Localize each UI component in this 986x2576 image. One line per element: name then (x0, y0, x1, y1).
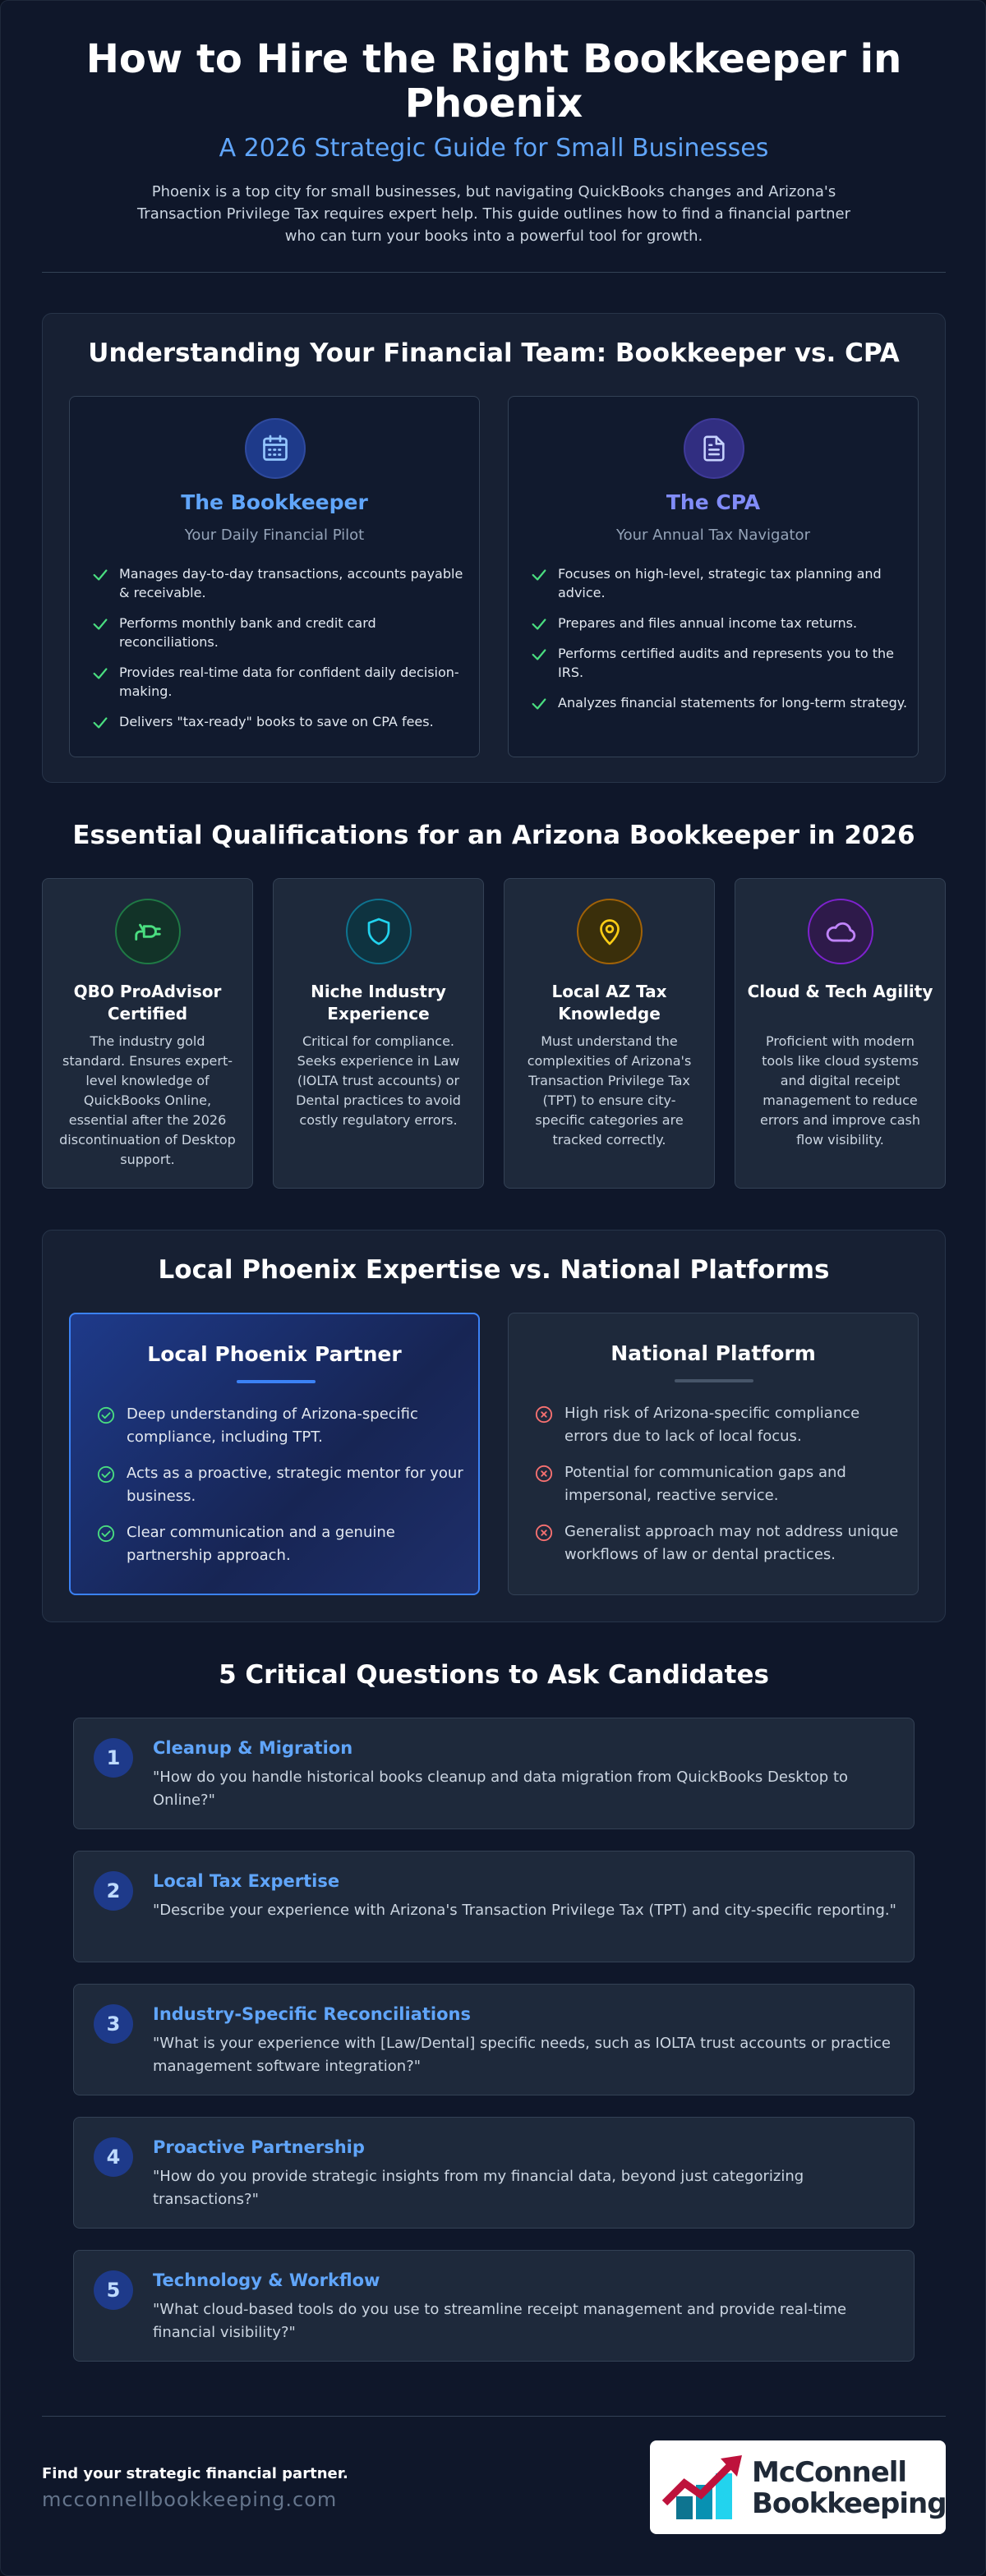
question-text: "Describe your experience with Arizona's Transaction Privilege Tax (TPT) and city-specific reporting." (153, 1902, 896, 1919)
check-icon (530, 695, 548, 713)
x-circle-icon (535, 1465, 553, 1483)
qualification-title: Niche Industry Experience (311, 982, 446, 1024)
check-icon (91, 615, 109, 633)
check-icon (91, 714, 109, 732)
list-item: Generalist approach may not address unique workflows of law or dental practices. (535, 1520, 905, 1566)
cloud-icon (808, 899, 873, 964)
check-circle-icon (97, 1525, 115, 1543)
bookkeeper-card (69, 396, 480, 757)
company-logo (650, 2440, 946, 2534)
shield-icon (346, 899, 412, 964)
footer-cta: Find your strategic financial partner. (42, 2465, 348, 2482)
divider (42, 272, 946, 273)
question-number: 4 (94, 2137, 133, 2177)
comparison-section (42, 1230, 946, 1622)
qualification-desc: Must understand the complexities of Arizona's Transaction Privilege Tax (TPT) to ensure city-specific categories are tracked correctly. (527, 1033, 692, 1148)
list-item: Acts as a proactive, strategic mentor for your business. (97, 1462, 467, 1508)
qualification-title: Local AZ Tax Knowledge (551, 982, 667, 1024)
role-tagline: Your Daily Financial Pilot (184, 527, 365, 544)
check-circle-icon (97, 1406, 115, 1424)
logo-mark-icon (661, 2454, 747, 2523)
calendar-icon (245, 418, 306, 479)
check-icon (91, 566, 109, 584)
question-title: Local Tax Expertise (153, 1871, 340, 1891)
qualification-card (42, 878, 253, 1189)
map-pin-icon (577, 899, 643, 964)
question-title: Proactive Partnership (153, 2137, 365, 2157)
accent-bar (675, 1379, 753, 1382)
qualification-desc: The industry gold standard. Ensures expert-level knowledge of QuickBooks Online, essential after the 2026 discontinuation of Desktop support. (59, 1033, 236, 1167)
section-title: 5 Critical Questions to Ask Candidates (219, 1660, 769, 1690)
question-title: Technology & Workflow (153, 2270, 380, 2290)
list-item: Delivers "tax-ready" books to save on CPA fees. (91, 712, 469, 731)
header (1, 37, 986, 247)
x-circle-icon (535, 1524, 553, 1542)
cpa-card (508, 396, 919, 757)
local-benefits-list (97, 1403, 467, 1580)
question-card (73, 1984, 915, 2095)
question-text: "How do you handle historical books cleanup and data migration from QuickBooks Desktop to Online?" (153, 1769, 849, 1809)
list-item: Deep understanding of Arizona-specific compliance, including TPT. (97, 1403, 467, 1449)
cpa-duties-list (530, 564, 908, 724)
intro-paragraph: Phoenix is a top city for small businesses, but navigating QuickBooks changes and Arizona's Transaction Privilege Tax requires expert help. This guide outlines how to find a financial partner who can turn your books into a powerful tool for growth. (136, 183, 851, 245)
qualification-desc: Critical for compliance. Seeks experience in Law (IOLTA trust accounts) or Dental practices to avoid costly regulatory errors. (296, 1033, 461, 1128)
question-card (73, 1718, 915, 1829)
qualification-title: Cloud & Tech Agility (747, 982, 933, 1001)
plug-icon (115, 899, 181, 964)
role-name: The CPA (666, 490, 761, 514)
question-number: 5 (94, 2270, 133, 2310)
page-title: How to Hire the Right Bookkeeper in Phoenix (85, 36, 902, 126)
check-icon (530, 646, 548, 664)
question-text: "What cloud-based tools do you use to streamline receipt management and provide real-time financial visibility?" (153, 2301, 847, 2341)
check-circle-icon (97, 1465, 115, 1484)
check-icon (530, 566, 548, 584)
qualification-title: QBO ProAdvisor Certified (73, 982, 222, 1024)
list-item: Provides real-time data for confident daily decision-making. (91, 663, 469, 701)
question-card (73, 2250, 915, 2362)
document-icon (684, 418, 744, 479)
national-risks-list (535, 1402, 905, 1580)
list-item: Analyzes financial statements for long-term strategy. (530, 693, 908, 712)
qualification-card (735, 878, 946, 1189)
qualification-card (273, 878, 484, 1189)
question-text: "What is your experience with [Law/Dental] specific needs, such as IOLTA trust accounts or practice management software integration?" (153, 2035, 891, 2075)
question-number: 2 (94, 1871, 133, 1911)
national-platform-card (508, 1313, 919, 1595)
list-item: Prepares and files annual income tax returns. (530, 614, 908, 632)
logo-wordmark: McConnell Bookkeeping (752, 2456, 947, 2520)
divider (42, 2416, 946, 2417)
section-title: Local Phoenix Expertise vs. National Platforms (158, 1255, 830, 1285)
list-item: Manages day-to-day transactions, accounts payable & receivable. (91, 564, 469, 602)
x-circle-icon (535, 1405, 553, 1424)
check-icon (91, 665, 109, 683)
list-item: Clear communication and a genuine partnership approach. (97, 1521, 467, 1567)
list-item: Performs certified audits and represents you to the IRS. (530, 644, 908, 682)
section-title: Essential Qualifications for an Arizona Bookkeeper in 2026 (72, 821, 915, 850)
role-name: The Bookkeeper (181, 490, 368, 514)
question-card (73, 1851, 915, 1962)
team-section (42, 313, 946, 783)
check-icon (530, 615, 548, 633)
qualification-card (504, 878, 715, 1189)
footer-url[interactable]: mcconnellbookkeeping.com (42, 2488, 338, 2511)
card-title: Local Phoenix Partner (147, 1342, 402, 1366)
bookkeeper-duties-list (91, 564, 469, 743)
question-text: "How do you provide strategic insights from my financial data, beyond just categorizing transactions?" (153, 2168, 804, 2208)
question-card (73, 2117, 915, 2229)
list-item: Potential for communication gaps and impersonal, reactive service. (535, 1461, 905, 1507)
page-subtitle: A 2026 Strategic Guide for Small Businesses (219, 134, 769, 163)
question-number: 3 (94, 2004, 133, 2044)
qualification-desc: Proficient with modern tools like cloud systems and digital receipt management to reduce errors and improve cash flow visibility. (759, 1033, 921, 1148)
accent-bar (237, 1380, 316, 1383)
list-item: Focuses on high-level, strategic tax planning and advice. (530, 564, 908, 602)
list-item: Performs monthly bank and credit card reconciliations. (91, 614, 469, 651)
section-title: Understanding Your Financial Team: Bookkeeper vs. CPA (88, 338, 900, 368)
question-title: Cleanup & Migration (153, 1738, 353, 1758)
question-number: 1 (94, 1738, 133, 1778)
question-title: Industry-Specific Reconciliations (153, 2004, 471, 2024)
role-tagline: Your Annual Tax Navigator (616, 527, 810, 544)
list-item: High risk of Arizona-specific compliance errors due to lack of local focus. (535, 1402, 905, 1448)
local-partner-card (69, 1313, 480, 1595)
card-title: National Platform (610, 1341, 816, 1365)
